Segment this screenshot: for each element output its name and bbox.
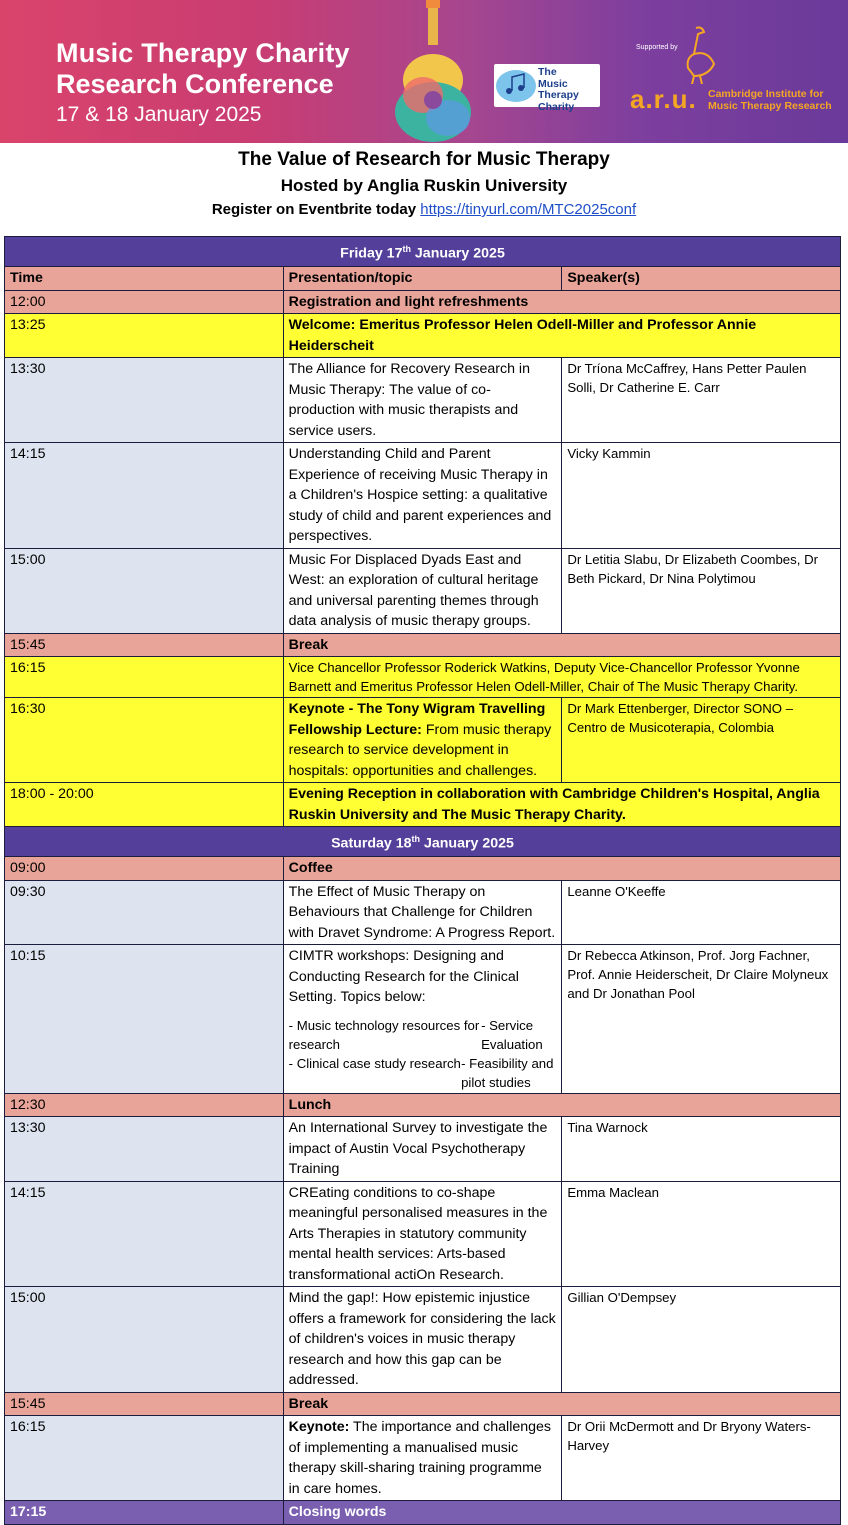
speaker-cell: Dr Rebecca Atkinson, Prof. Jorg Fachner, Prof. Annie Heiderscheit, Dr Claire Molyneux and Dr Jonathan Pool	[562, 945, 841, 1094]
logo-text-4: Charity	[538, 100, 575, 113]
topic-cell: Coffee	[283, 857, 840, 881]
table-row	[5, 657, 841, 698]
time-cell: 16:15	[5, 1416, 284, 1501]
table-row	[5, 314, 841, 358]
table-row	[5, 1501, 841, 1525]
workshop-topics	[289, 1016, 557, 1092]
day-header-saturday	[5, 827, 841, 857]
table-row	[5, 1287, 841, 1393]
speaker-cell: Gillian O'Dempsey	[562, 1287, 841, 1393]
col-time: Time	[5, 267, 284, 291]
table-row	[5, 358, 841, 443]
banner-title-line2: Research Conference	[56, 69, 334, 99]
topic-cell: The Effect of Music Therapy on Behaviours that Challenge for Children with Dravet Syndrome: A Progress Report.	[283, 880, 562, 945]
topic-cell: Closing words	[283, 1501, 840, 1525]
day-header-friday	[5, 237, 841, 267]
time-cell: 13:30	[5, 358, 284, 443]
time-cell: 13:25	[5, 314, 284, 358]
conference-banner	[0, 0, 848, 143]
topic-cell: Understanding Child and Parent Experience of receiving Music Therapy in a Children's Hospice setting: a qualitative study of child and parent experiences and perspectives.	[283, 443, 562, 549]
topic-cell: CREating conditions to co-shape meaningful personalised measures in the Arts Therapies in statutory community mental health services: Arts-based transformational actiOn Research.	[283, 1181, 562, 1287]
time-cell: 15:45	[5, 1392, 284, 1416]
topic-cell	[283, 945, 562, 1094]
time-cell: 12:00	[5, 290, 284, 314]
time-cell: 13:30	[5, 1117, 284, 1182]
time-cell: 17:15	[5, 1501, 284, 1525]
topic-item: - Clinical case study research	[288, 1055, 461, 1071]
schedule-table	[4, 236, 841, 1525]
table-row	[5, 633, 841, 657]
table-row	[5, 945, 841, 1094]
guitar-illustration	[378, 0, 488, 143]
time-cell: 09:00	[5, 857, 284, 881]
time-cell: 15:45	[5, 633, 284, 657]
aru-line1: Cambridge Institute for	[708, 88, 824, 100]
heron-icon	[668, 24, 728, 84]
eventbrite-link[interactable]: https://tinyurl.com/MTC2025conf	[420, 201, 637, 218]
speaker-cell: Dr Orii McDermott and Dr Bryony Waters-Harvey	[562, 1416, 841, 1501]
col-topic: Presentation/topic	[283, 267, 562, 291]
keynote-label: Keynote - The Tony Wigram Travelling Fellowship Lecture:	[288, 701, 546, 738]
banner-title-line1: Music Therapy Charity	[56, 38, 350, 68]
table-row	[5, 1392, 841, 1416]
time-cell: 09:30	[5, 880, 284, 945]
keynote-text: From music therapy research to service development in hospitals: opportunities and challenges.	[288, 721, 552, 779]
day-label: Saturday 18th January 2025	[5, 827, 841, 857]
logo-text-1: The	[538, 66, 557, 78]
aru-logo-text: a.r.u.	[630, 84, 697, 114]
topic-item: - Feasibility and pilot studies	[461, 1055, 554, 1090]
topic-cell: The Alliance for Recovery Research in Music Therapy: The value of co-production with music therapists and service users.	[283, 358, 562, 443]
topic-cell: Lunch	[283, 1093, 840, 1117]
topic-cell: An International Survey to investigate the impact of Austin Vocal Psychotherapy Training	[283, 1117, 562, 1182]
time-cell: 15:00	[5, 548, 284, 633]
column-header-row	[5, 267, 841, 291]
speaker-cell: Dr Mark Ettenberger, Director SONO – Centro de Musicoterapia, Colombia	[562, 698, 841, 783]
table-row	[5, 1093, 841, 1117]
table-row	[5, 880, 841, 945]
table-row	[5, 783, 841, 827]
col-speaker: Speaker(s)	[562, 267, 841, 291]
workshop-intro: CIMTR workshops: Designing and Conducting Research for the Clinical Setting. Topics below:	[288, 948, 519, 1006]
topic-cell: Vice Chancellor Professor Roderick Watkins, Deputy Vice-Chancellor Professor Yvonne Barnett and Emeritus Professor Helen Odell-Miller, Chair of The Music Therapy Charity.	[283, 657, 840, 698]
speaker-cell: Leanne O'Keeffe	[562, 880, 841, 945]
music-therapy-charity-logo	[494, 64, 600, 113]
table-row	[5, 290, 841, 314]
time-cell: 15:00	[5, 1287, 284, 1393]
page-subtitle: Hosted by Anglia Ruskin University	[280, 176, 568, 195]
day-label: Friday 17th January 2025	[5, 237, 841, 267]
speaker-cell: Tina Warnock	[562, 1117, 841, 1182]
time-cell: 16:15	[5, 657, 284, 698]
topic-cell: Break	[283, 1392, 840, 1416]
register-text: Register on Eventbrite today	[211, 201, 417, 218]
topic-cell: Music For Displaced Dyads East and West: an exploration of cultural heritage and universal parenting themes through data analysis of music therapy groups.	[283, 548, 562, 633]
topic-cell: Mind the gap!: How epistemic injustice offers a framework for considering the lack of children's voices in music therapy research and how this gap can be addressed.	[283, 1287, 562, 1393]
topic-cell: Evening Reception in collaboration with Cambridge Children's Hospital, Anglia Ruskin University and The Music Therapy Charity.	[283, 783, 840, 827]
table-row	[5, 548, 841, 633]
aru-line2: Music Therapy Research	[708, 100, 832, 112]
logo-text-2: Music	[538, 77, 568, 90]
table-row	[5, 443, 841, 549]
time-cell: 14:15	[5, 443, 284, 549]
time-cell: 16:30	[5, 698, 284, 783]
table-row	[5, 1416, 841, 1501]
time-cell: 12:30	[5, 1093, 284, 1117]
keynote-label: Keynote:	[288, 1419, 350, 1436]
music-notes-icon	[494, 64, 538, 107]
table-row	[5, 1117, 841, 1182]
speaker-cell: Dr Tríona McCaffrey, Hans Petter Paulen Solli, Dr Catherine E. Carr	[562, 358, 841, 443]
page-title: The Value of Research for Music Therapy	[238, 149, 610, 170]
aru-institute-name	[708, 88, 832, 112]
logo-text-3: Therapy	[538, 89, 579, 101]
topic-item: - Music technology resources for research	[288, 1017, 480, 1052]
topic-cell: Welcome: Emeritus Professor Helen Odell-Miller and Professor Annie Heiderscheit	[283, 314, 840, 358]
register-line	[0, 201, 848, 218]
table-row	[5, 1181, 841, 1287]
supported-by-label: Supported by	[636, 44, 678, 51]
topic-cell: Registration and light refreshments	[283, 290, 840, 314]
table-row	[5, 857, 841, 881]
time-cell: 10:15	[5, 945, 284, 1094]
speaker-cell: Vicky Kammin	[562, 443, 841, 549]
speaker-cell: Dr Letitia Slabu, Dr Elizabeth Coombes, Dr Beth Pickard, Dr Nina Polytimou	[562, 548, 841, 633]
banner-dates: 17 & 18 January 2025	[56, 103, 262, 126]
table-row	[5, 698, 841, 783]
time-cell: 18:00 - 20:00	[5, 783, 284, 827]
topic-cell: Break	[283, 633, 840, 657]
speaker-cell: Emma Maclean	[562, 1181, 841, 1287]
topic-cell	[283, 698, 562, 783]
topic-item: - Service Evaluation	[481, 1017, 543, 1052]
topic-cell	[283, 1416, 562, 1501]
time-cell: 14:15	[5, 1181, 284, 1287]
keynote-text: The importance and challenges of implementing a manualised music therapy skill-sharing training programme in care homes.	[288, 1419, 552, 1497]
